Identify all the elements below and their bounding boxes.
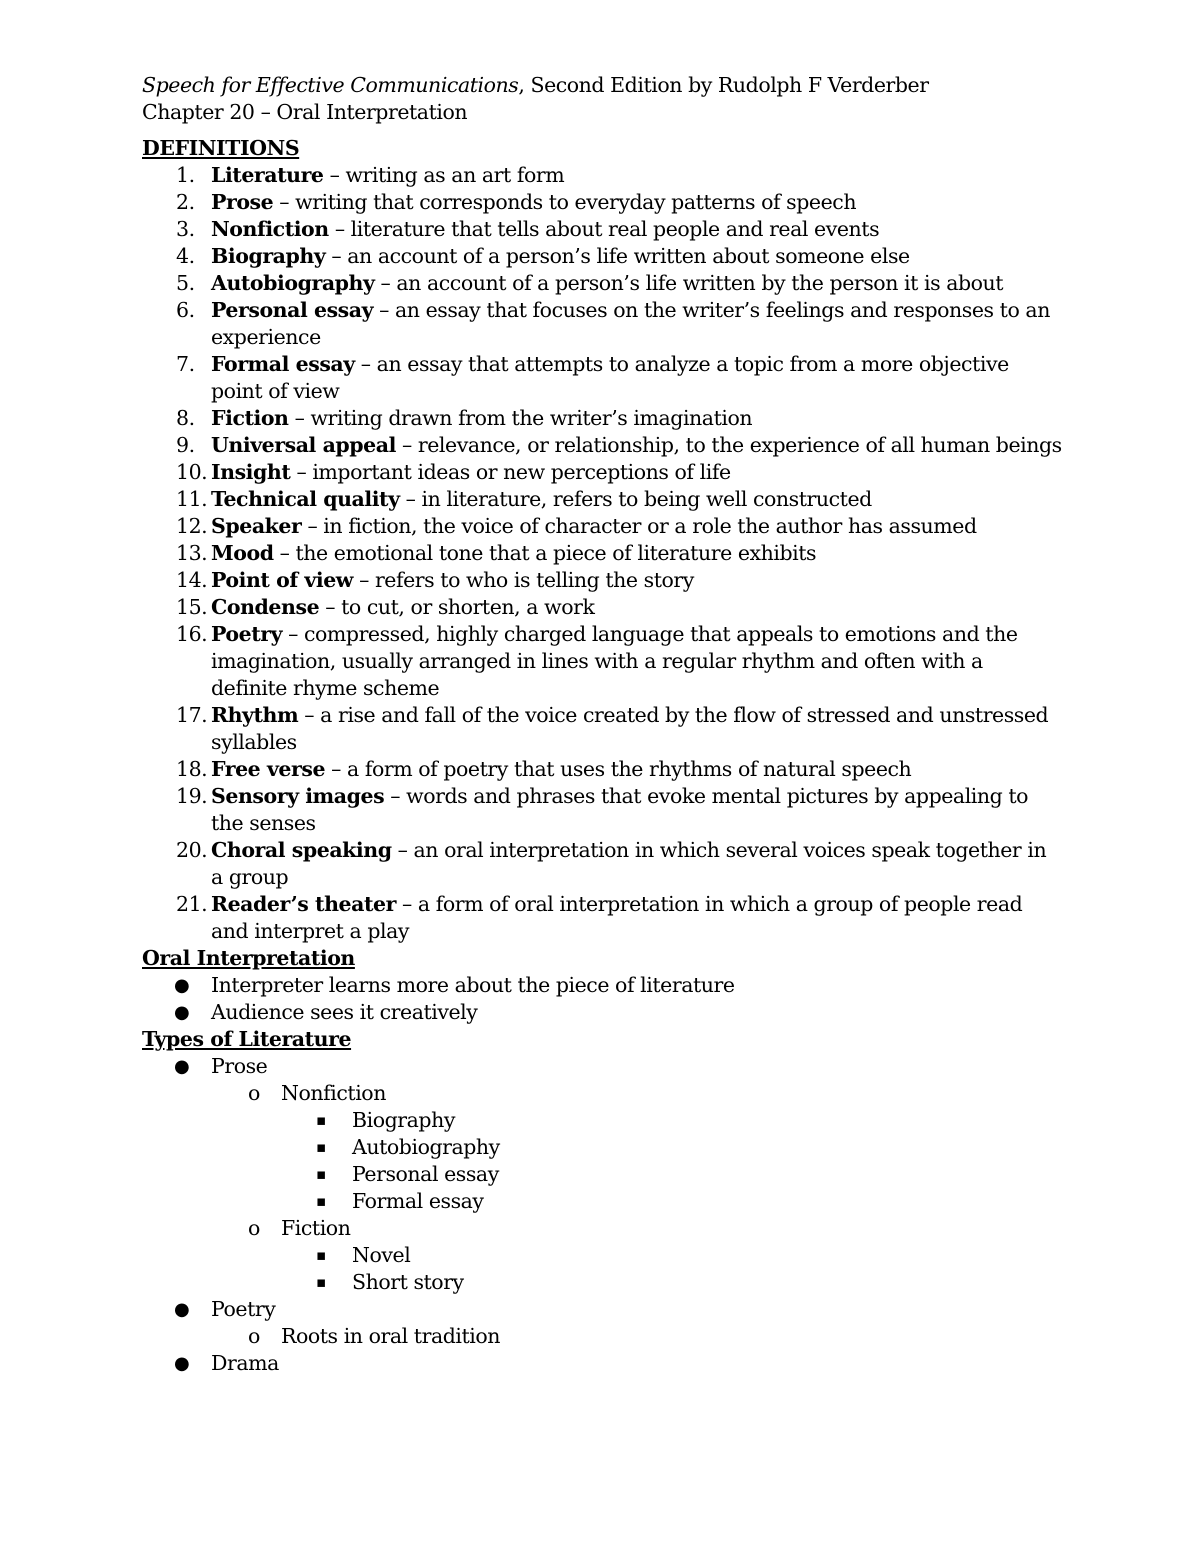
- types-of-literature-heading: Types of Literature: [142, 1027, 352, 1051]
- definition-text: – an account of a person’s life written by the person it is about: [374, 271, 1004, 295]
- definition-text: – words and phrases that evoke mental pictures by appealing to the senses: [211, 784, 1029, 835]
- list-item: [281, 1188, 1062, 1215]
- types-of-literature-list: [142, 1053, 1062, 1377]
- definition-text: – compressed, highly charged language that appeals to emotions and the imagination, usually arranged in lines with a regular rhythm and often with a definite rhyme scheme: [211, 622, 1018, 700]
- circle-bullet-icon: o: [248, 1216, 260, 1240]
- definition-item: [142, 783, 1062, 837]
- definition-number: 19.: [176, 784, 208, 808]
- bullet-icon: ●: [174, 1002, 190, 1023]
- definition-number: 6.: [176, 298, 195, 322]
- definition-text: – an account of a person’s life written about someone else: [325, 244, 910, 268]
- prose-sublist: [211, 1080, 1062, 1296]
- definition-text: – in fiction, the voice of character or a role the author has assumed: [301, 514, 977, 538]
- definition-text: – in literature, refers to being well constructed: [399, 487, 872, 511]
- definition-term: Mood: [211, 541, 274, 565]
- definition-number: 2.: [176, 190, 195, 214]
- list-item-fiction: [211, 1215, 1062, 1296]
- definition-number: 1.: [176, 163, 195, 187]
- definition-term: Reader’s theater: [211, 892, 396, 916]
- definition-term: Sensory images: [211, 784, 385, 808]
- definition-number: 5.: [176, 271, 195, 295]
- definition-text: – writing as an art form: [323, 163, 565, 187]
- definition-item: [142, 351, 1062, 405]
- list-item-text: Autobiography: [352, 1135, 500, 1159]
- bullet-icon: ●: [174, 1299, 190, 1320]
- definition-number: 21.: [176, 892, 208, 916]
- definition-text: – writing that corresponds to everyday patterns of speech: [273, 190, 857, 214]
- square-bullet-icon: ▪: [316, 1111, 326, 1129]
- definition-term: Literature: [211, 163, 324, 187]
- definition-number: 4.: [176, 244, 195, 268]
- list-item: [281, 1161, 1062, 1188]
- chapter-title: Chapter 20 – Oral Interpretation: [142, 100, 468, 124]
- definition-number: 9.: [176, 433, 195, 457]
- definition-term: Condense: [211, 595, 320, 619]
- bullet-icon: ●: [174, 1056, 190, 1077]
- list-item-text: Personal essay: [352, 1162, 499, 1186]
- definition-item: [142, 837, 1062, 891]
- definition-number: 11.: [176, 487, 208, 511]
- definition-term: Technical quality: [211, 487, 400, 511]
- square-bullet-icon: ▪: [316, 1246, 326, 1264]
- circle-bullet-icon: o: [248, 1324, 260, 1348]
- definition-term: Prose: [211, 190, 274, 214]
- definition-number: 16.: [176, 622, 208, 646]
- definition-number: 15.: [176, 595, 208, 619]
- definition-term: Point of view: [211, 568, 354, 592]
- list-item-drama: [142, 1350, 1062, 1377]
- definitions-heading: DEFINITIONS: [142, 136, 300, 160]
- square-bullet-icon: ▪: [316, 1165, 326, 1183]
- list-item-text: Nonfiction: [281, 1081, 386, 1105]
- definition-number: 13.: [176, 541, 208, 565]
- definition-text: – the emotional tone that a piece of literature exhibits: [273, 541, 817, 565]
- definition-item: [142, 594, 1062, 621]
- definition-term: Insight: [211, 460, 291, 484]
- definition-item: [142, 405, 1062, 432]
- list-item-text: Biography: [352, 1108, 455, 1132]
- definition-term: Autobiography: [211, 271, 375, 295]
- list-item-text: Roots in oral tradition: [281, 1324, 501, 1348]
- definition-term: Personal essay: [211, 298, 374, 322]
- definition-item: [142, 486, 1062, 513]
- definition-item: [142, 432, 1062, 459]
- definition-item: [142, 756, 1062, 783]
- oral-interpretation-heading: Oral Interpretation: [142, 946, 355, 970]
- list-item-text: Short story: [352, 1270, 464, 1294]
- definition-item: [142, 702, 1062, 756]
- list-item: [142, 972, 1062, 999]
- oral-interpretation-list: [142, 972, 1062, 1026]
- definition-text: – refers to who is telling the story: [353, 568, 694, 592]
- definition-number: 3.: [176, 217, 195, 241]
- list-item: [142, 999, 1062, 1026]
- definition-item: [142, 621, 1062, 702]
- definition-text: – important ideas or new perceptions of life: [290, 460, 731, 484]
- definition-number: 17.: [176, 703, 208, 727]
- list-item: [281, 1107, 1062, 1134]
- list-item-poetry: [142, 1296, 1062, 1350]
- definition-item: [142, 270, 1062, 297]
- list-item-text: Prose: [211, 1054, 268, 1078]
- list-item-prose: [142, 1053, 1062, 1296]
- definition-term: Nonfiction: [211, 217, 329, 241]
- definition-item: [142, 216, 1062, 243]
- book-title: Speech for Effective Communications: [142, 73, 519, 97]
- definition-text: – an essay that attempts to analyze a topic from a more objective point of view: [211, 352, 1009, 403]
- definition-item: [142, 540, 1062, 567]
- definition-term: Rhythm: [211, 703, 299, 727]
- definition-number: 14.: [176, 568, 208, 592]
- definition-item: [142, 513, 1062, 540]
- square-bullet-icon: ▪: [316, 1192, 326, 1210]
- definition-item: [142, 243, 1062, 270]
- book-citation: [142, 72, 1062, 99]
- list-item: [211, 1323, 1062, 1350]
- definition-item: [142, 891, 1062, 945]
- bullet-icon: ●: [174, 1353, 190, 1374]
- bullet-icon: ●: [174, 975, 190, 996]
- definition-item: [142, 297, 1062, 351]
- definition-term: Poetry: [211, 622, 283, 646]
- square-bullet-icon: ▪: [316, 1138, 326, 1156]
- definition-number: 7.: [176, 352, 195, 376]
- list-item-text: Fiction: [281, 1216, 351, 1240]
- definition-term: Speaker: [211, 514, 302, 538]
- definition-text: – a form of oral interpretation in which a group of people read and interpret a play: [211, 892, 1023, 943]
- list-item: [281, 1269, 1062, 1296]
- definition-item: [142, 459, 1062, 486]
- list-item-text: Drama: [211, 1351, 279, 1375]
- definition-term: Choral speaking: [211, 838, 392, 862]
- definition-number: 20.: [176, 838, 208, 862]
- definition-text: – a form of poetry that uses the rhythms of natural speech: [325, 757, 912, 781]
- definition-term: Fiction: [211, 406, 289, 430]
- document-page: [142, 72, 1062, 1377]
- definition-text: – an essay that focuses on the writer’s feelings and responses to an experience: [211, 298, 1050, 349]
- definition-item: [142, 189, 1062, 216]
- list-item-text: Poetry: [211, 1297, 276, 1321]
- list-item: [281, 1134, 1062, 1161]
- definition-number: 8.: [176, 406, 195, 430]
- definition-number: 18.: [176, 757, 208, 781]
- list-item-text: Formal essay: [352, 1189, 484, 1213]
- circle-bullet-icon: o: [248, 1081, 260, 1105]
- definition-number: 10.: [176, 460, 208, 484]
- list-item-text: Audience sees it creatively: [211, 1000, 478, 1024]
- definition-term: Formal essay: [211, 352, 355, 376]
- definition-text: – to cut, or shorten, a work: [319, 595, 595, 619]
- definition-item: [142, 567, 1062, 594]
- list-item-nonfiction: [211, 1080, 1062, 1215]
- poetry-sublist: [211, 1323, 1062, 1350]
- definition-text: – an oral interpretation in which several voices speak together in a group: [211, 838, 1047, 889]
- book-edition-author: , Second Edition by Rudolph F Verderber: [518, 73, 929, 97]
- definition-text: – writing drawn from the writer’s imagination: [288, 406, 753, 430]
- definition-number: 12.: [176, 514, 208, 538]
- list-item-text: Interpreter learns more about the piece of literature: [211, 973, 735, 997]
- definition-text: – a rise and fall of the voice created by the flow of stressed and unstressed syllables: [211, 703, 1049, 754]
- square-bullet-icon: ▪: [316, 1273, 326, 1291]
- definitions-list: [142, 162, 1062, 945]
- definition-text: – literature that tells about real people and real events: [328, 217, 880, 241]
- nonfiction-sublist: [281, 1107, 1062, 1215]
- fiction-sublist: [281, 1242, 1062, 1296]
- definition-item: [142, 162, 1062, 189]
- list-item: [281, 1242, 1062, 1269]
- definition-term: Biography: [211, 244, 326, 268]
- definition-term: Free verse: [211, 757, 326, 781]
- definition-text: – relevance, or relationship, to the experience of all human beings: [395, 433, 1062, 457]
- definition-term: Universal appeal: [211, 433, 396, 457]
- list-item-text: Novel: [352, 1243, 411, 1267]
